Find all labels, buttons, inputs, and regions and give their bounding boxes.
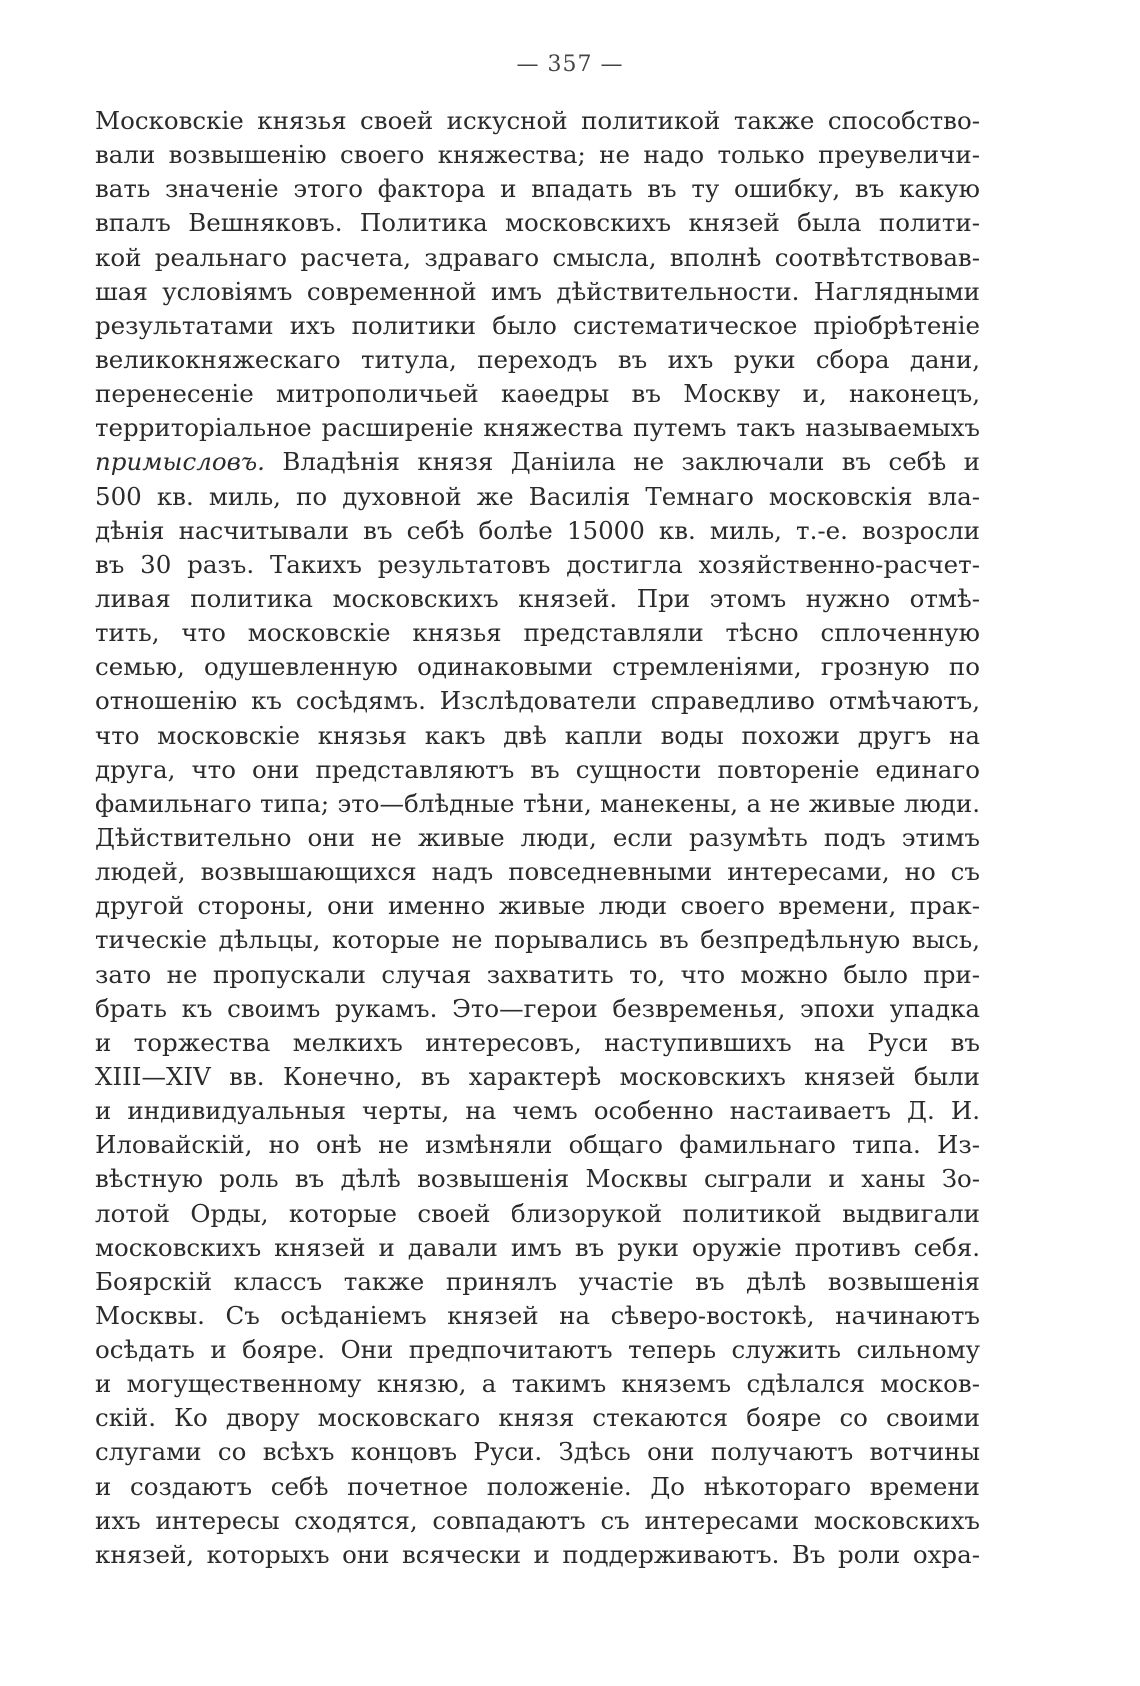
text-line-rest: Владѣнія князя Даніила не заключали въ себѣ и [264, 447, 980, 477]
text-line: и торжества мелкихъ интересовъ, наступившихъ на Руси въ [95, 1027, 980, 1057]
text-line: шая условіямъ современной имъ дѣйствительности. Наглядными [95, 276, 980, 306]
text-line: кой реальнаго расчета, здраваго смысла, вполнѣ соотвѣтствовав- [95, 242, 980, 272]
text-line: зато не пропускали случая захватить то, что можно было при- [95, 959, 980, 989]
text-line: осѣдать и бояре. Они предпочитаютъ теперь служить сильному [95, 1335, 980, 1365]
body-text [95, 104, 980, 1572]
text-line: Дѣйствительно они не живые люди, если разумѣть подъ этимъ [95, 822, 980, 852]
text-line: фамильнаго типа; это—блѣдные тѣни, манекены, а не живые люди. [95, 788, 980, 818]
page-number: — 357 — [516, 52, 624, 77]
text-line: территоріальное расширеніе княжества путемъ такъ называемыхъ [95, 413, 980, 443]
text-line: результатами ихъ политики было систематическое пріобрѣтеніе [95, 310, 980, 340]
text-line: Московскіе князья своей искусной политикой также способство- [95, 106, 980, 135]
text-line: отношенію къ сосѣдямъ. Изслѣдователи справедливо отмѣчаютъ, [95, 686, 980, 716]
text-line: московскихъ князей и давали имъ въ руки оружіе противъ себя. [95, 1232, 980, 1262]
text-line: въ 30 разъ. Такихъ результатовъ достигла хозяйственно-расчет- [95, 549, 980, 579]
text-line: брать къ своимъ рукамъ. Это—герои безвременья, эпохи упадка [95, 993, 980, 1023]
text-line: скій. Ко двору московскаго князя стекаются бояре со своими [95, 1403, 980, 1433]
text-line: перенесеніе митрополичьей каѳедры въ Москву и, наконецъ, [95, 379, 980, 409]
text-line: Иловайскій, но онѣ не измѣняли общаго фамильнаго типа. Из- [95, 1130, 980, 1160]
text-line: Москвы. Съ осѣданіемъ князей на сѣверо-востокѣ, начинаютъ [95, 1300, 980, 1330]
text-line: 500 кв. миль, по духовной же Василія Темнаго московскія вла- [95, 481, 980, 511]
text-line-with-italic [95, 445, 980, 479]
text-line: слугами со всѣхъ концовъ Руси. Здѣсь они получаютъ вотчины [95, 1437, 980, 1467]
text-line: вать значеніе этого фактора и впадать въ ту ошибку, въ какую [95, 174, 980, 204]
italic-term: примысловъ. [95, 447, 265, 477]
text-line: другой стороны, они именно живые люди своего времени, прак- [95, 891, 980, 921]
text-line: и могущественному князю, а такимъ княземъ сдѣлался москов- [95, 1369, 980, 1399]
text-line: лотой Орды, которые своей близорукой политикой выдвигали [95, 1198, 980, 1228]
text-line: семью, одушевленную одинаковыми стремленіями, грозную по [95, 652, 980, 682]
text-line: ливая политика московскихъ князей. При этомъ нужно отмѣ- [95, 583, 980, 613]
text-line: ихъ интересы сходятся, совпадаютъ съ интересами московскихъ [95, 1505, 980, 1535]
text-line: дѣнія насчитывали въ себѣ болѣе 15000 кв. миль, т.-е. возросли [95, 515, 980, 545]
text-line: великокняжескаго титула, переходъ въ ихъ руки сбора дани, [95, 344, 980, 374]
text-line: тить, что московскіе князья представляли тѣсно сплоченную [95, 618, 980, 648]
text-line: и создаютъ себѣ почетное положеніе. До нѣкотораго времени [95, 1471, 980, 1501]
text-line: Боярскій классъ также принялъ участіе въ дѣлѣ возвышенія [95, 1266, 980, 1296]
text-line: что московскіе князья какъ двѣ капли воды похожи другъ на [95, 720, 980, 750]
text-line: тическіе дѣльцы, которые не порывались въ безпредѣльную высь, [95, 925, 980, 955]
text-line: XIII—XIV вв. Конечно, въ характерѣ московскихъ князей были [95, 1061, 980, 1091]
text-line: друга, что они представляютъ въ сущности повтореніе единаго [95, 754, 980, 784]
text-line: вѣстную роль въ дѣлѣ возвышенія Москвы сыграли и ханы Зо- [95, 1164, 980, 1194]
text-line: и индивидуальныя черты, на чемъ особенно настаиваетъ Д. И. [95, 1096, 980, 1126]
text-line: князей, которыхъ они всячески и поддерживаютъ. Въ роли охра- [95, 1539, 980, 1569]
text-line: людей, возвышающихся надъ повседневными интересами, но съ [95, 857, 980, 887]
text-line: вали возвышенію своего княжества; не надо только преувеличи- [95, 140, 980, 170]
text-line: впалъ Вешняковъ. Политика московскихъ князей была полити- [95, 208, 980, 238]
